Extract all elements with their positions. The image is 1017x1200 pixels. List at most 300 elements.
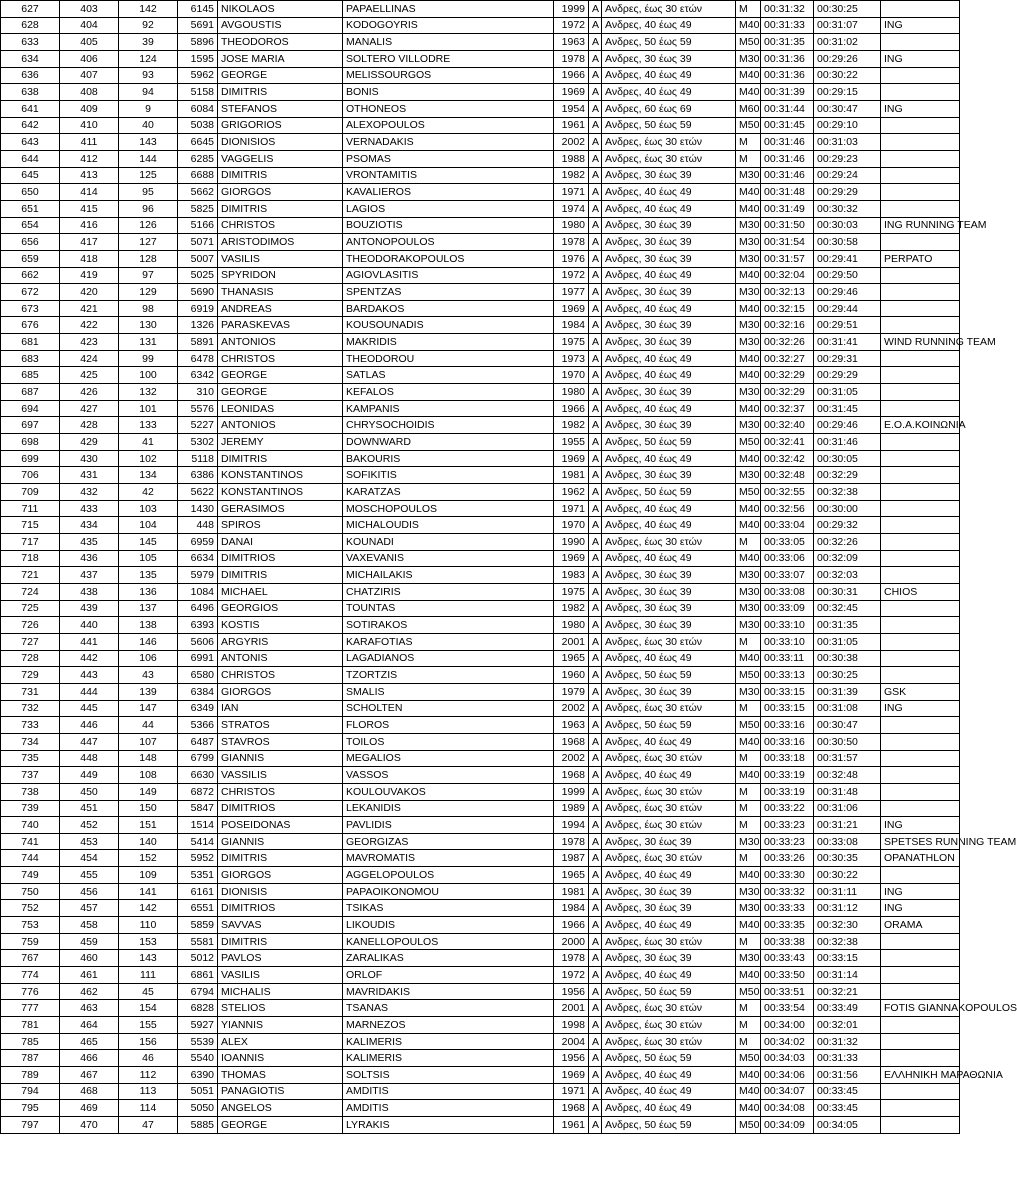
- category-code-cell: M: [736, 134, 761, 151]
- table-row: [1, 1116, 960, 1133]
- team-cell: ING: [881, 17, 960, 34]
- net-time-cell: 00:29:44: [814, 300, 881, 317]
- category-place-cell: 112: [119, 1067, 178, 1084]
- team-cell: SPETSES RUNNING TEAM: [881, 833, 960, 850]
- team-cell: [881, 967, 960, 984]
- birth-year-cell: 1983: [554, 567, 589, 584]
- net-time-cell: 00:31:56: [814, 1067, 881, 1084]
- team-cell: [881, 633, 960, 650]
- gun-time-cell: 00:31:45: [761, 117, 814, 134]
- category-code-cell: M30: [736, 567, 761, 584]
- last-name-cell: TSIKAS: [343, 900, 554, 917]
- birth-year-cell: 1978: [554, 234, 589, 251]
- overall-place-cell: 628: [1, 17, 60, 34]
- gun-time-cell: 00:31:33: [761, 17, 814, 34]
- class-cell: A: [589, 34, 602, 51]
- net-time-cell: 00:29:15: [814, 84, 881, 101]
- first-name-cell: DIMITRIS: [218, 850, 343, 867]
- bib-number-cell: 5012: [178, 950, 218, 967]
- table-row: [1, 250, 960, 267]
- table-row: [1, 200, 960, 217]
- overall-place-cell: 724: [1, 583, 60, 600]
- category-cell: Ανδρες, 40 έως 49: [602, 300, 736, 317]
- team-cell: [881, 367, 960, 384]
- gun-time-cell: 00:33:13: [761, 667, 814, 684]
- table-row: [1, 650, 960, 667]
- last-name-cell: LYRAKIS: [343, 1116, 554, 1133]
- birth-year-cell: 1977: [554, 284, 589, 301]
- category-place-cell: 94: [119, 84, 178, 101]
- category-place-cell: 126: [119, 217, 178, 234]
- gender-place-cell: 442: [60, 650, 119, 667]
- table-row: [1, 1050, 960, 1067]
- class-cell: A: [589, 833, 602, 850]
- team-cell: ING: [881, 817, 960, 834]
- first-name-cell: DIMITRIS: [218, 933, 343, 950]
- table-row: [1, 217, 960, 234]
- class-cell: A: [589, 550, 602, 567]
- table-row: [1, 484, 960, 501]
- category-place-cell: 100: [119, 367, 178, 384]
- class-cell: A: [589, 84, 602, 101]
- gender-place-cell: 411: [60, 134, 119, 151]
- gun-time-cell: 00:32:55: [761, 484, 814, 501]
- birth-year-cell: 1990: [554, 534, 589, 551]
- category-code-cell: M30: [736, 467, 761, 484]
- table-row: [1, 817, 960, 834]
- team-cell: [881, 983, 960, 1000]
- bib-number-cell: 5581: [178, 933, 218, 950]
- category-place-cell: 95: [119, 184, 178, 201]
- category-code-cell: M40: [736, 917, 761, 934]
- table-row: [1, 633, 960, 650]
- first-name-cell: DIMITRIS: [218, 200, 343, 217]
- gender-place-cell: 414: [60, 184, 119, 201]
- team-cell: [881, 1116, 960, 1133]
- team-cell: Ε.Ο.Α.ΚΟΙΝΩΝΙΑ: [881, 417, 960, 434]
- net-time-cell: 00:32:48: [814, 767, 881, 784]
- net-time-cell: 00:29:10: [814, 117, 881, 134]
- last-name-cell: MICHALOUDIS: [343, 517, 554, 534]
- net-time-cell: 00:30:38: [814, 650, 881, 667]
- first-name-cell: CHRISTOS: [218, 667, 343, 684]
- bib-number-cell: 6688: [178, 167, 218, 184]
- class-cell: A: [589, 567, 602, 584]
- birth-year-cell: 1981: [554, 883, 589, 900]
- category-cell: Ανδρες, έως 30 ετών: [602, 534, 736, 551]
- table-row: [1, 167, 960, 184]
- first-name-cell: GIANNIS: [218, 750, 343, 767]
- bib-number-cell: 6991: [178, 650, 218, 667]
- overall-place-cell: 789: [1, 1067, 60, 1084]
- table-row: [1, 84, 960, 101]
- birth-year-cell: 1966: [554, 917, 589, 934]
- team-cell: [881, 1033, 960, 1050]
- category-cell: Ανδρες, 50 έως 59: [602, 117, 736, 134]
- gun-time-cell: 00:33:38: [761, 933, 814, 950]
- birth-year-cell: 1975: [554, 583, 589, 600]
- category-code-cell: M40: [736, 67, 761, 84]
- class-cell: A: [589, 134, 602, 151]
- table-row: [1, 567, 960, 584]
- last-name-cell: TOILOS: [343, 733, 554, 750]
- birth-year-cell: 1961: [554, 1116, 589, 1133]
- category-place-cell: 9: [119, 100, 178, 117]
- team-cell: ΕΛΛΗΝΙΚΗ ΜΑΡΑΘΩΝΙΑ: [881, 1067, 960, 1084]
- birth-year-cell: 1965: [554, 867, 589, 884]
- category-code-cell: M40: [736, 1083, 761, 1100]
- table-row: [1, 600, 960, 617]
- gun-time-cell: 00:32:56: [761, 500, 814, 517]
- first-name-cell: VASILIS: [218, 250, 343, 267]
- gender-place-cell: 460: [60, 950, 119, 967]
- gun-time-cell: 00:31:46: [761, 134, 814, 151]
- net-time-cell: 00:32:01: [814, 1017, 881, 1034]
- first-name-cell: LEONIDAS: [218, 400, 343, 417]
- first-name-cell: ALEX: [218, 1033, 343, 1050]
- class-cell: A: [589, 50, 602, 67]
- gender-place-cell: 415: [60, 200, 119, 217]
- gun-time-cell: 00:34:02: [761, 1033, 814, 1050]
- category-place-cell: 92: [119, 17, 178, 34]
- category-code-cell: M60: [736, 100, 761, 117]
- category-code-cell: M30: [736, 583, 761, 600]
- category-code-cell: M30: [736, 167, 761, 184]
- category-place-cell: 110: [119, 917, 178, 934]
- team-cell: [881, 384, 960, 401]
- bib-number-cell: 6478: [178, 350, 218, 367]
- team-cell: [881, 550, 960, 567]
- team-cell: [881, 767, 960, 784]
- birth-year-cell: 2002: [554, 134, 589, 151]
- first-name-cell: GIORGOS: [218, 683, 343, 700]
- bib-number-cell: 5896: [178, 34, 218, 51]
- table-row: [1, 117, 960, 134]
- birth-year-cell: 1969: [554, 300, 589, 317]
- category-place-cell: 39: [119, 34, 178, 51]
- last-name-cell: GEORGIZAS: [343, 833, 554, 850]
- category-place-cell: 151: [119, 817, 178, 834]
- team-cell: [881, 400, 960, 417]
- gun-time-cell: 00:31:36: [761, 50, 814, 67]
- birth-year-cell: 1984: [554, 900, 589, 917]
- gun-time-cell: 00:33:19: [761, 767, 814, 784]
- category-cell: Ανδρες, 40 έως 49: [602, 400, 736, 417]
- class-cell: A: [589, 1116, 602, 1133]
- birth-year-cell: 1970: [554, 367, 589, 384]
- birth-year-cell: 2001: [554, 1000, 589, 1017]
- category-code-cell: M40: [736, 967, 761, 984]
- overall-place-cell: 673: [1, 300, 60, 317]
- team-cell: [881, 267, 960, 284]
- category-code-cell: M: [736, 633, 761, 650]
- bib-number-cell: 6861: [178, 967, 218, 984]
- gun-time-cell: 00:32:15: [761, 300, 814, 317]
- net-time-cell: 00:29:29: [814, 184, 881, 201]
- overall-place-cell: 727: [1, 633, 60, 650]
- table-row: [1, 100, 960, 117]
- overall-place-cell: 753: [1, 917, 60, 934]
- gun-time-cell: 00:31:44: [761, 100, 814, 117]
- overall-place-cell: 644: [1, 150, 60, 167]
- first-name-cell: STEFANOS: [218, 100, 343, 117]
- category-code-cell: M40: [736, 84, 761, 101]
- net-time-cell: 00:32:03: [814, 567, 881, 584]
- category-code-cell: M30: [736, 833, 761, 850]
- category-place-cell: 129: [119, 284, 178, 301]
- first-name-cell: GEORGE: [218, 1116, 343, 1133]
- team-cell: [881, 617, 960, 634]
- team-cell: [881, 733, 960, 750]
- gender-place-cell: 412: [60, 150, 119, 167]
- overall-place-cell: 672: [1, 284, 60, 301]
- gender-place-cell: 437: [60, 567, 119, 584]
- category-code-cell: M40: [736, 367, 761, 384]
- last-name-cell: MELISSOURGOS: [343, 67, 554, 84]
- team-cell: [881, 200, 960, 217]
- first-name-cell: GEORGE: [218, 367, 343, 384]
- overall-place-cell: 740: [1, 817, 60, 834]
- bib-number-cell: 5414: [178, 833, 218, 850]
- gun-time-cell: 00:32:27: [761, 350, 814, 367]
- table-row: [1, 583, 960, 600]
- class-cell: A: [589, 917, 602, 934]
- net-time-cell: 00:30:00: [814, 500, 881, 517]
- gender-place-cell: 423: [60, 334, 119, 351]
- net-time-cell: 00:29:41: [814, 250, 881, 267]
- last-name-cell: SATLAS: [343, 367, 554, 384]
- class-cell: A: [589, 534, 602, 551]
- team-cell: [881, 534, 960, 551]
- net-time-cell: 00:32:45: [814, 600, 881, 617]
- category-code-cell: M30: [736, 217, 761, 234]
- table-row: [1, 733, 960, 750]
- category-cell: Ανδρες, 60 έως 69: [602, 100, 736, 117]
- category-code-cell: M40: [736, 867, 761, 884]
- net-time-cell: 00:34:05: [814, 1116, 881, 1133]
- category-code-cell: M50: [736, 34, 761, 51]
- class-cell: A: [589, 267, 602, 284]
- gun-time-cell: 00:34:00: [761, 1017, 814, 1034]
- gun-time-cell: 00:32:40: [761, 417, 814, 434]
- overall-place-cell: 706: [1, 467, 60, 484]
- team-cell: [881, 783, 960, 800]
- category-place-cell: 111: [119, 967, 178, 984]
- gender-place-cell: 407: [60, 67, 119, 84]
- team-cell: [881, 1100, 960, 1117]
- class-cell: A: [589, 650, 602, 667]
- gun-time-cell: 00:33:08: [761, 583, 814, 600]
- class-cell: A: [589, 1083, 602, 1100]
- bib-number-cell: 5038: [178, 117, 218, 134]
- category-place-cell: 152: [119, 850, 178, 867]
- category-cell: Ανδρες, 30 έως 39: [602, 317, 736, 334]
- last-name-cell: AMDITIS: [343, 1100, 554, 1117]
- gender-place-cell: 422: [60, 317, 119, 334]
- birth-year-cell: 1975: [554, 334, 589, 351]
- net-time-cell: 00:29:24: [814, 167, 881, 184]
- class-cell: A: [589, 1067, 602, 1084]
- gender-place-cell: 462: [60, 983, 119, 1000]
- net-time-cell: 00:30:05: [814, 450, 881, 467]
- gun-time-cell: 00:32:29: [761, 367, 814, 384]
- birth-year-cell: 1963: [554, 717, 589, 734]
- gender-place-cell: 459: [60, 933, 119, 950]
- results-body: [1, 1, 1017, 1134]
- category-code-cell: M30: [736, 334, 761, 351]
- category-place-cell: 108: [119, 767, 178, 784]
- first-name-cell: SPIROS: [218, 517, 343, 534]
- gender-place-cell: 456: [60, 883, 119, 900]
- birth-year-cell: 1969: [554, 550, 589, 567]
- category-code-cell: M50: [736, 1050, 761, 1067]
- table-row: [1, 1067, 960, 1084]
- net-time-cell: 00:31:06: [814, 800, 881, 817]
- table-row: [1, 150, 960, 167]
- overall-place-cell: 715: [1, 517, 60, 534]
- birth-year-cell: 1994: [554, 817, 589, 834]
- category-code-cell: M30: [736, 417, 761, 434]
- gender-place-cell: 447: [60, 733, 119, 750]
- overall-place-cell: 636: [1, 67, 60, 84]
- last-name-cell: MAKRIDIS: [343, 334, 554, 351]
- last-name-cell: LAGIOS: [343, 200, 554, 217]
- category-code-cell: M: [736, 1017, 761, 1034]
- team-cell: ING RUNNING TEAM: [881, 217, 960, 234]
- table-row: [1, 367, 960, 384]
- table-row: [1, 467, 960, 484]
- class-cell: A: [589, 717, 602, 734]
- gun-time-cell: 00:33:26: [761, 850, 814, 867]
- gender-place-cell: 430: [60, 450, 119, 467]
- class-cell: A: [589, 234, 602, 251]
- bib-number-cell: 6487: [178, 733, 218, 750]
- gender-place-cell: 468: [60, 1083, 119, 1100]
- team-cell: [881, 1, 960, 18]
- category-cell: Ανδρες, 30 έως 39: [602, 467, 736, 484]
- birth-year-cell: 1969: [554, 84, 589, 101]
- class-cell: A: [589, 417, 602, 434]
- gender-place-cell: 452: [60, 817, 119, 834]
- last-name-cell: KALIMERIS: [343, 1033, 554, 1050]
- gender-place-cell: 464: [60, 1017, 119, 1034]
- table-row: [1, 350, 960, 367]
- last-name-cell: AGGELOPOULOS: [343, 867, 554, 884]
- category-code-cell: M: [736, 933, 761, 950]
- table-row: [1, 850, 960, 867]
- birth-year-cell: 1966: [554, 400, 589, 417]
- category-code-cell: M50: [736, 667, 761, 684]
- first-name-cell: PARASKEVAS: [218, 317, 343, 334]
- gun-time-cell: 00:31:35: [761, 34, 814, 51]
- last-name-cell: KOUSOUNADIS: [343, 317, 554, 334]
- team-cell: [881, 434, 960, 451]
- category-code-cell: M40: [736, 517, 761, 534]
- gender-place-cell: 432: [60, 484, 119, 501]
- bib-number-cell: 5227: [178, 417, 218, 434]
- gun-time-cell: 00:32:48: [761, 467, 814, 484]
- gun-time-cell: 00:31:32: [761, 1, 814, 18]
- category-cell: Ανδρες, 40 έως 49: [602, 733, 736, 750]
- gun-time-cell: 00:33:19: [761, 783, 814, 800]
- net-time-cell: 00:30:25: [814, 1, 881, 18]
- first-name-cell: IAN: [218, 700, 343, 717]
- first-name-cell: DIMITRIS: [218, 567, 343, 584]
- last-name-cell: LIKOUDIS: [343, 917, 554, 934]
- gun-time-cell: 00:31:48: [761, 184, 814, 201]
- overall-place-cell: 731: [1, 683, 60, 700]
- bib-number-cell: 1430: [178, 500, 218, 517]
- bib-number-cell: 6630: [178, 767, 218, 784]
- last-name-cell: PAPAELLINAS: [343, 1, 554, 18]
- table-row: [1, 950, 960, 967]
- birth-year-cell: 2001: [554, 633, 589, 650]
- category-cell: Ανδρες, 30 έως 39: [602, 334, 736, 351]
- overall-place-cell: 733: [1, 717, 60, 734]
- bib-number-cell: 6145: [178, 1, 218, 18]
- net-time-cell: 00:30:22: [814, 867, 881, 884]
- table-row: [1, 767, 960, 784]
- birth-year-cell: 1955: [554, 434, 589, 451]
- overall-place-cell: 627: [1, 1, 60, 18]
- gender-place-cell: 454: [60, 850, 119, 867]
- last-name-cell: MARNEZOS: [343, 1017, 554, 1034]
- first-name-cell: NIKOLAOS: [218, 1, 343, 18]
- category-code-cell: M30: [736, 317, 761, 334]
- net-time-cell: 00:31:46: [814, 434, 881, 451]
- category-cell: Ανδρες, έως 30 ετών: [602, 850, 736, 867]
- overall-place-cell: 697: [1, 417, 60, 434]
- category-code-cell: M: [736, 1033, 761, 1050]
- last-name-cell: SPENTZAS: [343, 284, 554, 301]
- gun-time-cell: 00:33:15: [761, 683, 814, 700]
- first-name-cell: AVGOUSTIS: [218, 17, 343, 34]
- overall-place-cell: 738: [1, 783, 60, 800]
- first-name-cell: ARGYRIS: [218, 633, 343, 650]
- table-row: [1, 134, 960, 151]
- category-cell: Ανδρες, 40 έως 49: [602, 267, 736, 284]
- category-cell: Ανδρες, 30 έως 39: [602, 617, 736, 634]
- category-place-cell: 153: [119, 933, 178, 950]
- bib-number-cell: 5539: [178, 1033, 218, 1050]
- category-cell: Ανδρες, έως 30 ετών: [602, 783, 736, 800]
- category-place-cell: 107: [119, 733, 178, 750]
- class-cell: A: [589, 184, 602, 201]
- net-time-cell: 00:31:48: [814, 783, 881, 800]
- class-cell: A: [589, 484, 602, 501]
- category-place-cell: 141: [119, 883, 178, 900]
- birth-year-cell: 1974: [554, 200, 589, 217]
- net-time-cell: 00:29:23: [814, 150, 881, 167]
- last-name-cell: OTHONEOS: [343, 100, 554, 117]
- gun-time-cell: 00:34:08: [761, 1100, 814, 1117]
- category-place-cell: 148: [119, 750, 178, 767]
- net-time-cell: 00:33:45: [814, 1100, 881, 1117]
- gender-place-cell: 463: [60, 1000, 119, 1017]
- first-name-cell: DIMITRIS: [218, 450, 343, 467]
- overall-place-cell: 654: [1, 217, 60, 234]
- net-time-cell: 00:29:46: [814, 417, 881, 434]
- bib-number-cell: 5825: [178, 200, 218, 217]
- birth-year-cell: 1969: [554, 450, 589, 467]
- class-cell: A: [589, 1100, 602, 1117]
- gun-time-cell: 00:33:22: [761, 800, 814, 817]
- category-code-cell: M40: [736, 767, 761, 784]
- table-row: [1, 534, 960, 551]
- gender-place-cell: 444: [60, 683, 119, 700]
- class-cell: A: [589, 367, 602, 384]
- category-place-cell: 104: [119, 517, 178, 534]
